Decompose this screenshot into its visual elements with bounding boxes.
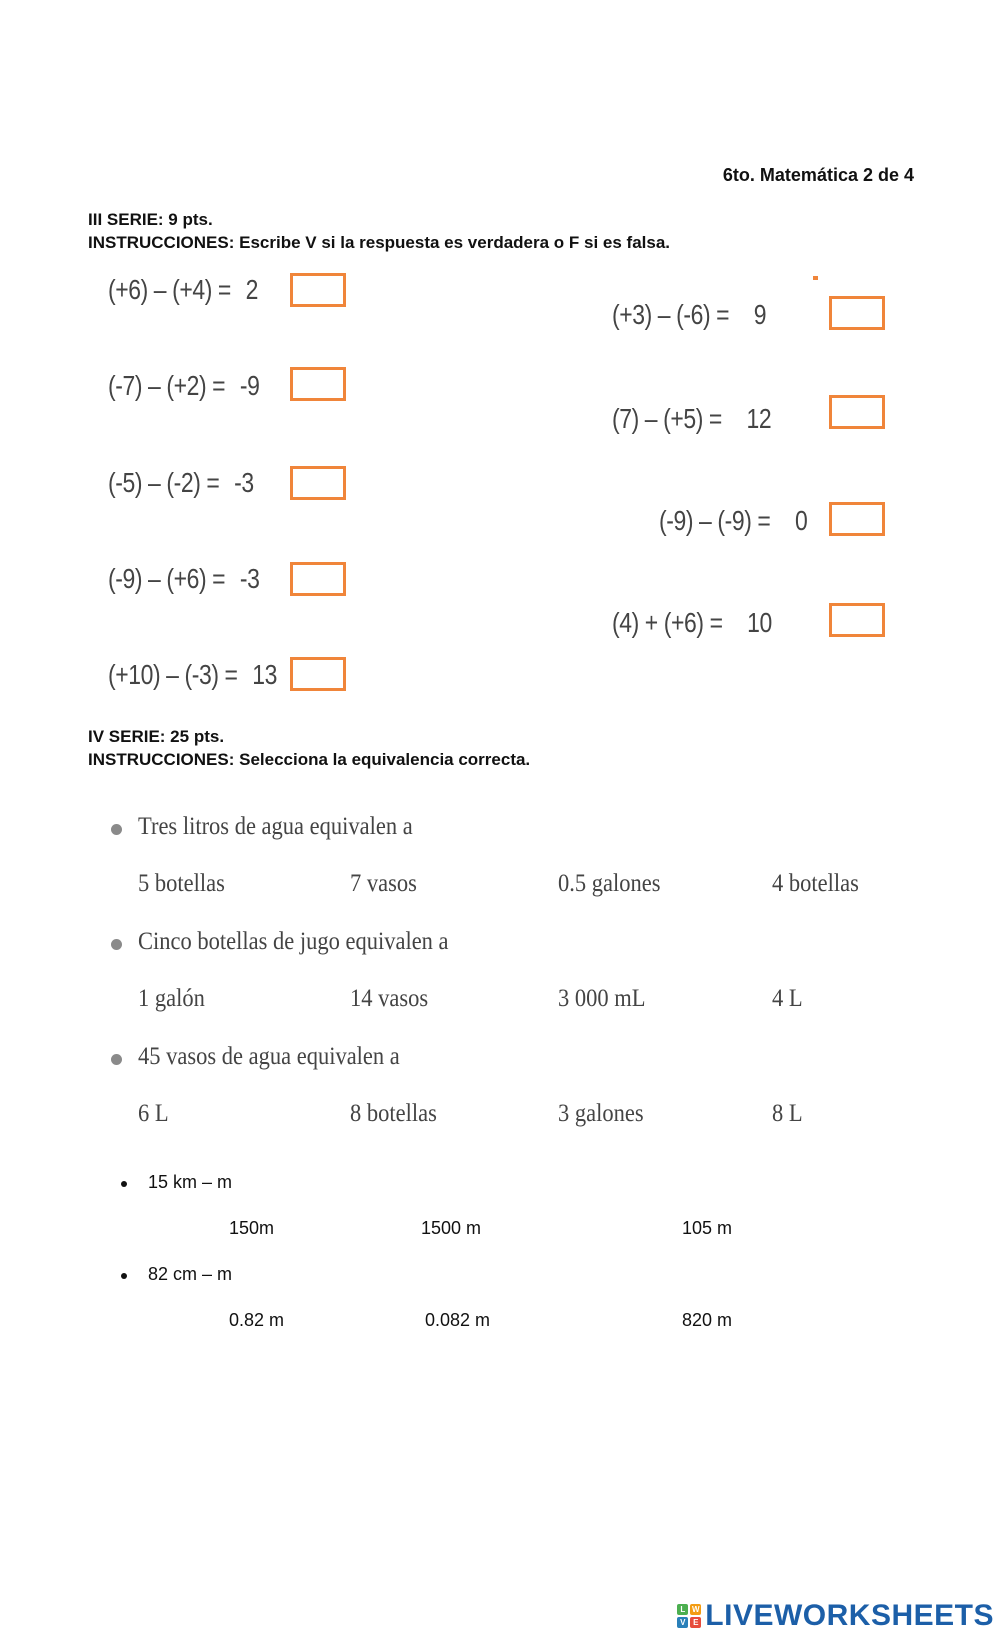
equation-result: -9 bbox=[239, 370, 260, 401]
equation-result: 13 bbox=[252, 659, 278, 690]
conversion-2-option-2[interactable]: 0.082 m bbox=[425, 1310, 491, 1330]
answer-box-right-4[interactable] bbox=[829, 603, 885, 637]
answer-box-left-2[interactable] bbox=[290, 367, 346, 401]
page-header: 6to. Matemática 2 de 4 bbox=[722, 165, 914, 185]
bullet-icon bbox=[121, 1273, 127, 1279]
expression: (+3) – (-6) = bbox=[612, 299, 730, 330]
logo-tile: W bbox=[692, 1605, 700, 1614]
question-2-option-4[interactable]: 4 L bbox=[772, 985, 803, 1012]
equation-right-4 bbox=[612, 607, 772, 639]
bullet-icon bbox=[111, 824, 122, 835]
bullet-icon bbox=[111, 1054, 122, 1065]
conversion-1-option-1[interactable]: 150m bbox=[229, 1218, 275, 1238]
conversion-1-option-3[interactable]: 105 m bbox=[682, 1218, 733, 1238]
equation-right-2 bbox=[612, 403, 771, 435]
expression: (4) + (+6) = bbox=[612, 607, 723, 638]
equation-left-2 bbox=[108, 370, 260, 402]
answer-box-left-1[interactable] bbox=[290, 273, 346, 307]
equation-result: -3 bbox=[239, 563, 260, 594]
answer-box-right-3[interactable] bbox=[829, 502, 885, 536]
expression: (-7) – (+2) = bbox=[108, 370, 226, 401]
logo-tile: V bbox=[677, 1617, 688, 1628]
expression: (+10) – (-3) = bbox=[108, 659, 238, 690]
logo-tile: L bbox=[677, 1604, 688, 1615]
question-3-option-1[interactable]: 6 L bbox=[138, 1100, 169, 1127]
equation-left-1 bbox=[108, 274, 258, 306]
serie-3-instructions: INSTRUCCIONES: Escribe V si la respuesta es verdadera o F si es falsa. bbox=[88, 233, 671, 252]
question-3-text: 45 vasos de agua equivalen a bbox=[138, 1043, 400, 1070]
equation-left-4 bbox=[108, 563, 260, 595]
equation-right-1 bbox=[612, 299, 766, 331]
question-3-option-3[interactable]: 3 galones bbox=[558, 1100, 644, 1127]
answer-box-right-2[interactable] bbox=[829, 395, 885, 429]
logo-tile: E bbox=[690, 1617, 701, 1628]
question-1-option-4[interactable]: 4 botellas bbox=[772, 870, 859, 897]
question-3-option-2[interactable]: 8 botellas bbox=[350, 1100, 437, 1127]
equation-result: 2 bbox=[245, 274, 259, 305]
answer-box-left-5[interactable] bbox=[290, 657, 346, 691]
conversion-2-option-1[interactable]: 0.82 m bbox=[229, 1310, 285, 1330]
answer-box-right-1[interactable] bbox=[829, 296, 885, 330]
equation-right-3 bbox=[659, 505, 807, 537]
question-3-option-4[interactable]: 8 L bbox=[772, 1100, 803, 1127]
conversion-2-text: 82 cm – m bbox=[148, 1264, 233, 1284]
answer-box-left-3[interactable] bbox=[290, 466, 346, 500]
question-2-option-1[interactable]: 1 galón bbox=[138, 985, 205, 1012]
liveworksheets-logo bbox=[677, 1599, 994, 1633]
equation-result: 0 bbox=[795, 505, 808, 536]
question-1-option-2[interactable]: 7 vasos bbox=[350, 870, 417, 897]
bullet-icon bbox=[111, 939, 122, 950]
answer-box-left-4[interactable] bbox=[290, 562, 346, 596]
logo-text: LIVEWORKSHEETS bbox=[705, 1599, 994, 1632]
question-1-option-1[interactable]: 5 botellas bbox=[138, 870, 225, 897]
question-1-text: Tres litros de agua equivalen a bbox=[138, 813, 413, 840]
expression: (+6) – (+4) = bbox=[108, 274, 231, 305]
question-2-text: Cinco botellas de jugo equivalen a bbox=[138, 928, 449, 955]
decorative-mark bbox=[813, 276, 818, 280]
conversion-1-option-2[interactable]: 1500 m bbox=[421, 1218, 482, 1238]
equation-left-5 bbox=[108, 659, 277, 691]
question-1-option-3[interactable]: 0.5 galones bbox=[558, 870, 661, 897]
expression: (-9) – (+6) = bbox=[108, 563, 226, 594]
bullet-icon bbox=[121, 1181, 127, 1187]
conversion-2-option-3[interactable]: 820 m bbox=[682, 1310, 733, 1330]
question-2-option-3[interactable]: 3 000 mL bbox=[558, 985, 646, 1012]
equation-result: 12 bbox=[746, 403, 772, 434]
question-2-option-2[interactable]: 14 vasos bbox=[350, 985, 429, 1012]
serie-3-title: III SERIE: 9 pts. bbox=[88, 210, 213, 229]
expression: (7) – (+5) = bbox=[612, 403, 722, 434]
logo-grid-icon bbox=[677, 1604, 701, 1628]
conversion-1-text: 15 km – m bbox=[148, 1172, 233, 1192]
equation-result: 10 bbox=[747, 607, 772, 638]
expression: (-5) – (-2) = bbox=[108, 467, 220, 498]
equation-left-3 bbox=[108, 467, 254, 499]
serie-4-title: IV SERIE: 25 pts. bbox=[88, 727, 225, 746]
equation-result: 9 bbox=[753, 299, 767, 330]
equation-result: -3 bbox=[234, 467, 254, 498]
expression: (-9) – (-9) = bbox=[659, 505, 771, 536]
serie-4-instructions: INSTRUCCIONES: Selecciona la equivalencia correcta. bbox=[88, 750, 531, 769]
